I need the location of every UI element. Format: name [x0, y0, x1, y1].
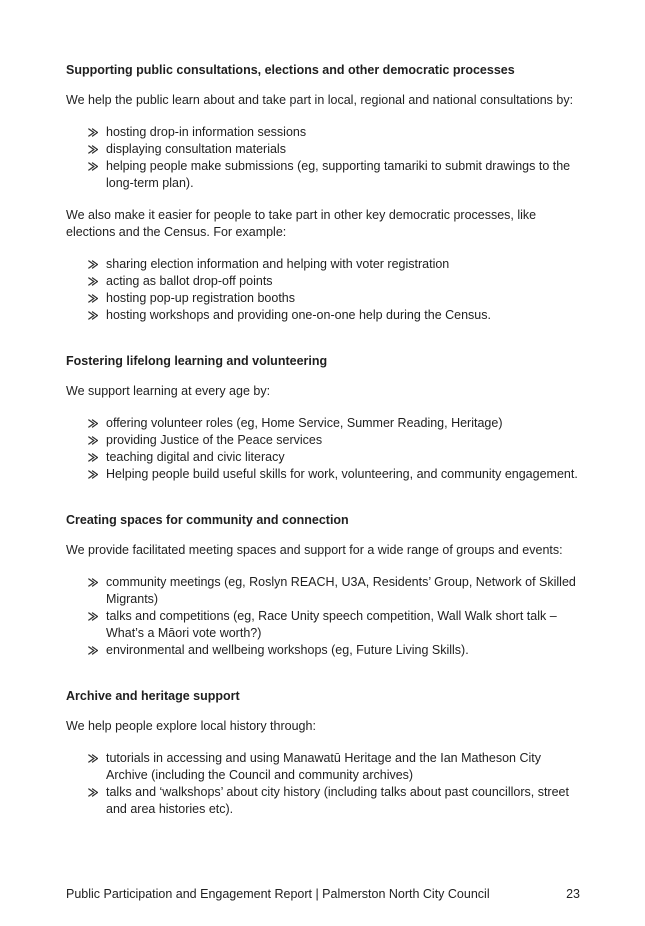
list-item-text: teaching digital and civic literacy — [106, 450, 285, 464]
list-item-text: offering volunteer roles (eg, Home Service, Summer Reading, Heritage) — [106, 416, 503, 430]
list-item-text: Helping people build useful skills for work, volunteering, and community engagement. — [106, 467, 578, 481]
chevron-bullet-icon — [87, 310, 98, 321]
list-item-text: hosting workshops and providing one-on-one help during the Census. — [106, 308, 491, 322]
list-item — [66, 124, 580, 141]
list-item — [66, 141, 580, 158]
list-item-text: acting as ballot drop-off points — [106, 274, 273, 288]
page-number: 23 — [566, 887, 580, 901]
chevron-bullet-icon — [87, 469, 98, 480]
list-item-text: displaying consultation materials — [106, 142, 286, 156]
paragraph: We also make it easier for people to take part in other key democratic processes, like elections and the Census. For example: — [66, 208, 537, 239]
chevron-bullet-icon — [87, 259, 98, 270]
bullet-list — [66, 750, 580, 818]
list-item — [66, 432, 580, 449]
list-item-text: sharing election information and helping with voter registration — [106, 257, 450, 271]
chevron-bullet-icon — [87, 127, 98, 138]
list-item-text: providing Justice of the Peace services — [106, 433, 323, 447]
chevron-bullet-icon — [87, 452, 98, 463]
list-item-text: talks and competitions (eg, Race Unity speech competition, Wall Walk short talk – What’s a Māori vote worth?) — [106, 609, 557, 640]
chevron-bullet-icon — [87, 787, 98, 798]
section-heading: Supporting public consultations, elections and other democratic processes — [66, 63, 515, 77]
list-item-text: hosting pop-up registration booths — [106, 291, 296, 305]
list-item-text: tutorials in accessing and using Manawatū Heritage and the Ian Matheson City Archive (including the Council and community archives) — [106, 751, 541, 782]
chevron-bullet-icon — [87, 144, 98, 155]
paragraph: We support learning at every age by: — [66, 384, 271, 398]
document-content — [66, 62, 580, 818]
list-item-text: community meetings (eg, Roslyn REACH, U3A, Residents’ Group, Network of Skilled Migrants) — [106, 575, 576, 606]
bullet-list — [66, 256, 580, 324]
paragraph: We help the public learn about and take part in local, regional and national consultations by: — [66, 93, 574, 107]
list-item-text: helping people make submissions (eg, supporting tamariki to submit drawings to the long-term plan). — [106, 159, 571, 190]
chevron-bullet-icon — [87, 577, 98, 588]
section-heading: Archive and heritage support — [66, 689, 240, 703]
list-item — [66, 750, 580, 784]
list-item-text: talks and ‘walkshops’ about city history (including talks about past councillors, street and area histories etc). — [106, 785, 569, 816]
list-item — [66, 158, 580, 192]
paragraph: We help people explore local history through: — [66, 719, 316, 733]
chevron-bullet-icon — [87, 418, 98, 429]
chevron-bullet-icon — [87, 645, 98, 656]
list-item — [66, 574, 580, 608]
section-heading: Creating spaces for community and connection — [66, 513, 349, 527]
list-item — [66, 290, 580, 307]
chevron-bullet-icon — [87, 435, 98, 446]
list-item-text: environmental and wellbeing workshops (eg, Future Living Skills). — [106, 643, 469, 657]
chevron-bullet-icon — [87, 293, 98, 304]
list-item — [66, 307, 580, 324]
bullet-list — [66, 124, 580, 192]
chevron-bullet-icon — [87, 276, 98, 287]
list-item — [66, 273, 580, 290]
section-heading: Fostering lifelong learning and volunteering — [66, 354, 328, 368]
list-item — [66, 466, 580, 483]
bullet-list — [66, 574, 580, 659]
list-item — [66, 784, 580, 818]
paragraph: We provide facilitated meeting spaces and support for a wide range of groups and events: — [66, 543, 563, 557]
list-item-text: hosting drop-in information sessions — [106, 125, 307, 139]
list-item — [66, 608, 580, 642]
bullet-list — [66, 415, 580, 483]
list-item — [66, 256, 580, 273]
list-item — [66, 642, 580, 659]
chevron-bullet-icon — [87, 161, 98, 172]
footer-text: Public Participation and Engagement Report | Palmerston North City Council — [66, 887, 490, 901]
list-item — [66, 449, 580, 466]
list-item — [66, 415, 580, 432]
chevron-bullet-icon — [87, 753, 98, 764]
chevron-bullet-icon — [87, 611, 98, 622]
page-footer — [66, 886, 580, 903]
